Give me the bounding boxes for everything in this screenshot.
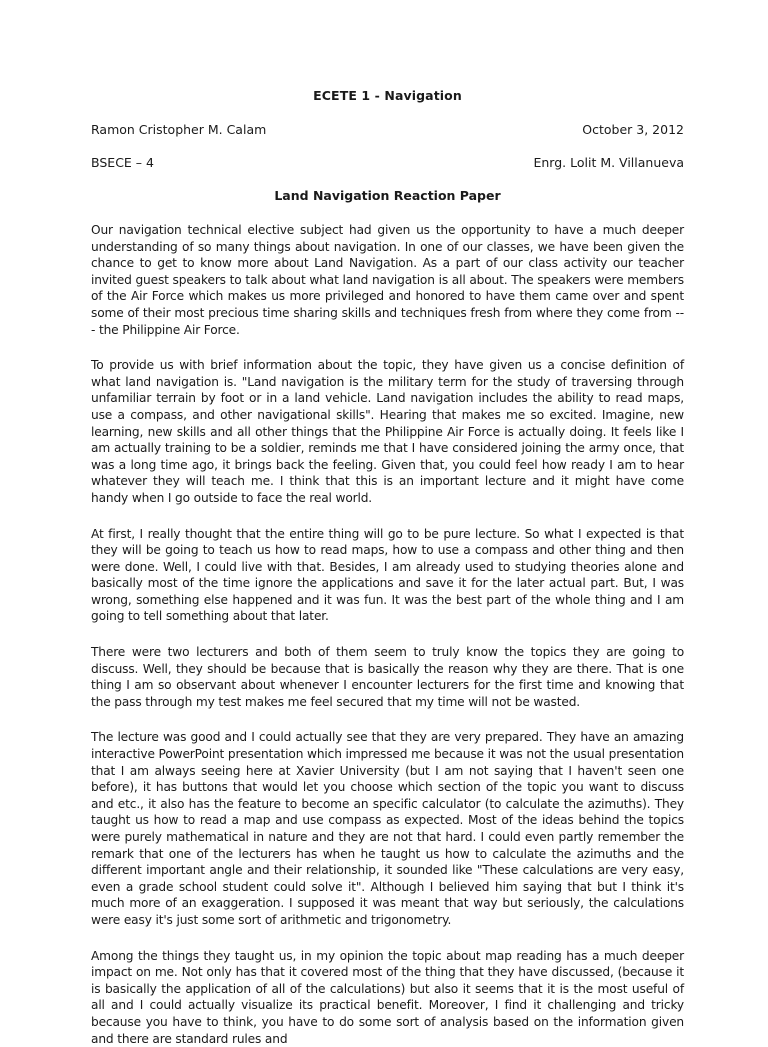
- paragraph-6: Among the things they taught us, in my opinion the topic about map reading has a much deeper impact on me. Not only has that it covered most of the thing that they have discussed, (because it is basically the application of all of the calculations) but also it seems that it is the most useful of all and I could actually visualize its practical benefit. Moreover, I find it challenging and tricky because you have to think, you have to do some sort of analysis based on the information given and there are standard rules and: [91, 948, 684, 1046]
- paragraph-2: To provide us with brief information about the topic, they have given us a concise definition of what land navigation is. "Land navigation is the military term for the study of traversing through unfamiliar terrain by foot or in a land vehicle. Land navigation includes the ability to read maps, use a compass, and other navigational skills". Hearing that makes me so excited. Imagine, new learning, new skills and all other things that the Philippine Air Force is actually doing. It feels like I am actually training to be a soldier, reminds me that I have considered joining the army once, that was a long time ago, it brings back the feeling. Given that, you could feel how ready I am to hear whatever they will teach me. I think that this is an important lecture and it might have come handy when I go outside to face the real world.: [91, 358, 684, 505]
- section-instructor-row: [91, 155, 684, 170]
- document-title: Land Navigation Reaction Paper: [274, 188, 501, 203]
- paragraph-5: The lecture was good and I could actually see that they are very prepared. They have an amazing interactive PowerPoint presentation which impressed me because it was not the usual presentation that I am always seeing here at Xavier University (but I am not saying that I haven't seen one before), it has buttons that would let you choose which section of the topic you want to discuss and etc., it also has the feature to become an specific calculator (to calculate the azimuths). They taught us how to read a map and use compass as expected. Most of the ideas behind the topics were purely mathematical in nature and they are not that hard. I could even partly remember the remark that one of the lecturers has when he taught us how to calculate the azimuths and the different important angle and their relationship, it sounded like "These calculations are very easy, even a grade school student could solve it". Although I believed him saying that but I think it's much more of an exaggeration. I supposed it was meant that way but seriously, the calculations were easy it's just some sort of arithmetic and trigonometry.: [91, 730, 684, 927]
- paragraph-1: Our navigation technical elective subject had given us the opportunity to have a much deeper understanding of so many things about navigation. In one of our classes, we have been given the chance to get to know more about Land Navigation. As a part of our class activity our teacher invited guest speakers to talk about what land navigation is all about. The speakers were members of the Air Force which makes us more privileged and honored to have them came over and spent some of their most precious time sharing skills and techniques fresh from where they come from --- the Philippine Air Force.: [91, 223, 684, 337]
- document-date: October 3, 2012: [582, 122, 684, 137]
- course-section: BSECE – 4: [91, 155, 154, 170]
- instructor-name: Enrg. Lolit M. Villanueva: [533, 155, 684, 170]
- paragraph-4: There were two lecturers and both of them seem to truly know the topics they are going to discuss. Well, they should be because that is basically the reason why they are there. That is one thing I am so observant about whenever I encounter lecturers for the first time and knowing that the pass through my test makes me feel secured that my time will not be wasted.: [91, 645, 684, 709]
- author-name: Ramon Cristopher M. Calam: [91, 122, 267, 137]
- course-title: ECETE 1 - Navigation: [313, 88, 462, 103]
- paragraph-3: At first, I really thought that the entire thing will go to be pure lecture. So what I expected is that they will be going to teach us how to read maps, how to use a compass and other thing and then were done. Well, I could live with that. Besides, I am already used to studying theories alone and basically most of the time ignore the applications and save it for the later actual part. But, I was wrong, something else happened and it was fun. It was the best part of the whole thing and I am going to tell something about that later.: [91, 526, 684, 624]
- author-date-row: [91, 122, 684, 137]
